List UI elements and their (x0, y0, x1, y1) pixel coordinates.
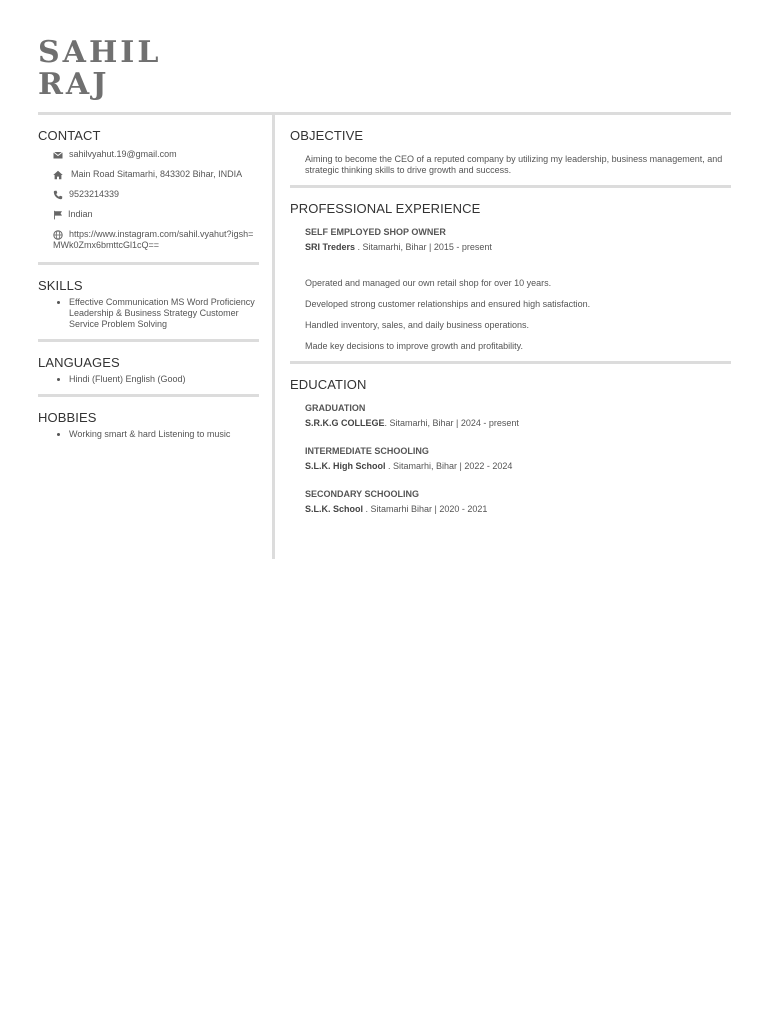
skills-item: • Effective Communication MS Word Proficiency Leadership & Business Strategy Customer Service Problem Solving (69, 297, 259, 330)
hobbies-item: • Working smart & hard Listening to music (69, 429, 259, 440)
experience-job-title: SELF EMPLOYED SHOP OWNER (305, 227, 446, 237)
languages-section (38, 355, 259, 397)
hobbies-heading: HOBBIES (38, 410, 97, 425)
education-heading: EDUCATION (290, 377, 367, 392)
education-details: . Sitamarhi Bihar | 2020 - 2021 (363, 504, 488, 514)
objective-section (290, 128, 731, 188)
objective-heading: OBJECTIVE (290, 128, 364, 143)
candidate-name (38, 37, 161, 101)
instagram-link[interactable]: https://www.instagram.com/sahil.vyahut?igsh=MWk0Zmx6bmttcGl1cQ== (53, 229, 254, 250)
phone-icon (53, 190, 63, 200)
contact-address (38, 169, 259, 180)
education-school-line (290, 418, 731, 428)
experience-point: Handled inventory, sales, and daily business operations. (305, 320, 529, 330)
languages-item: • Hindi (Fluent) English (Good) (69, 374, 259, 385)
objective-divider (290, 185, 731, 188)
experience-company-line (290, 242, 731, 252)
first-name: SAHIL (38, 35, 162, 70)
skills-divider (38, 339, 259, 342)
experience-heading: PROFESSIONAL EXPERIENCE (290, 201, 481, 216)
education-title: SECONDARY SCHOOLING (305, 489, 420, 499)
contact-heading: CONTACT (38, 128, 101, 143)
home-icon (53, 170, 63, 180)
education-school: S.L.K. School (305, 504, 364, 514)
contact-phone[interactable] (38, 189, 259, 200)
experience-point: Operated and managed our own retail shop for over 10 years. (305, 278, 552, 288)
address-text: Main Road Sitamarhi, 843302 Bihar, INDIA (71, 169, 243, 179)
education-details: . Sitamarhi, Bihar | 2024 - present (384, 418, 519, 428)
experience-point: Made key decisions to improve growth and profitability. (305, 341, 523, 351)
experience-section (290, 201, 731, 364)
experience-divider (290, 361, 731, 364)
experience-details: . Sitamarhi, Bihar | 2015 - present (355, 242, 492, 252)
globe-icon (53, 230, 63, 240)
last-name: RAJ (38, 67, 110, 102)
education-section (290, 377, 731, 514)
envelope-icon (53, 150, 63, 160)
education-school: S.L.K. High School (305, 461, 386, 471)
education-details: . Sitamarhi, Bihar | 2022 - 2024 (385, 461, 513, 471)
education-school-line (290, 461, 731, 471)
phone-text: 9523214339 (69, 189, 120, 199)
contact-nationality (38, 209, 259, 220)
email-text: sahilvyahut.19@gmail.com (69, 149, 177, 159)
contact-section (38, 128, 259, 265)
nationality-text: Indian (68, 209, 93, 219)
languages-heading: LANGUAGES (38, 355, 120, 370)
languages-divider (38, 394, 259, 397)
contact-divider (38, 262, 259, 265)
education-school-line (290, 504, 731, 514)
education-title: GRADUATION (305, 403, 366, 413)
contact-instagram[interactable] (38, 229, 259, 251)
skills-section (38, 278, 259, 342)
contact-email[interactable] (38, 149, 259, 160)
experience-point: Developed strong customer relationships and ensured high satisfaction. (305, 299, 591, 309)
experience-company: SRI Treders (305, 242, 356, 252)
objective-text: Aiming to become the CEO of a reputed company by utilizing my leadership, business management, and strategic thinking skills to drive growth and success. (305, 154, 723, 175)
skills-heading: SKILLS (38, 278, 83, 293)
right-column (290, 115, 731, 514)
flag-icon (53, 210, 63, 220)
education-school: S.R.K.G COLLEGE (305, 418, 385, 428)
education-title: INTERMEDIATE SCHOOLING (305, 446, 429, 456)
column-divider (272, 115, 275, 559)
left-column (38, 115, 259, 440)
hobbies-section (38, 410, 259, 440)
